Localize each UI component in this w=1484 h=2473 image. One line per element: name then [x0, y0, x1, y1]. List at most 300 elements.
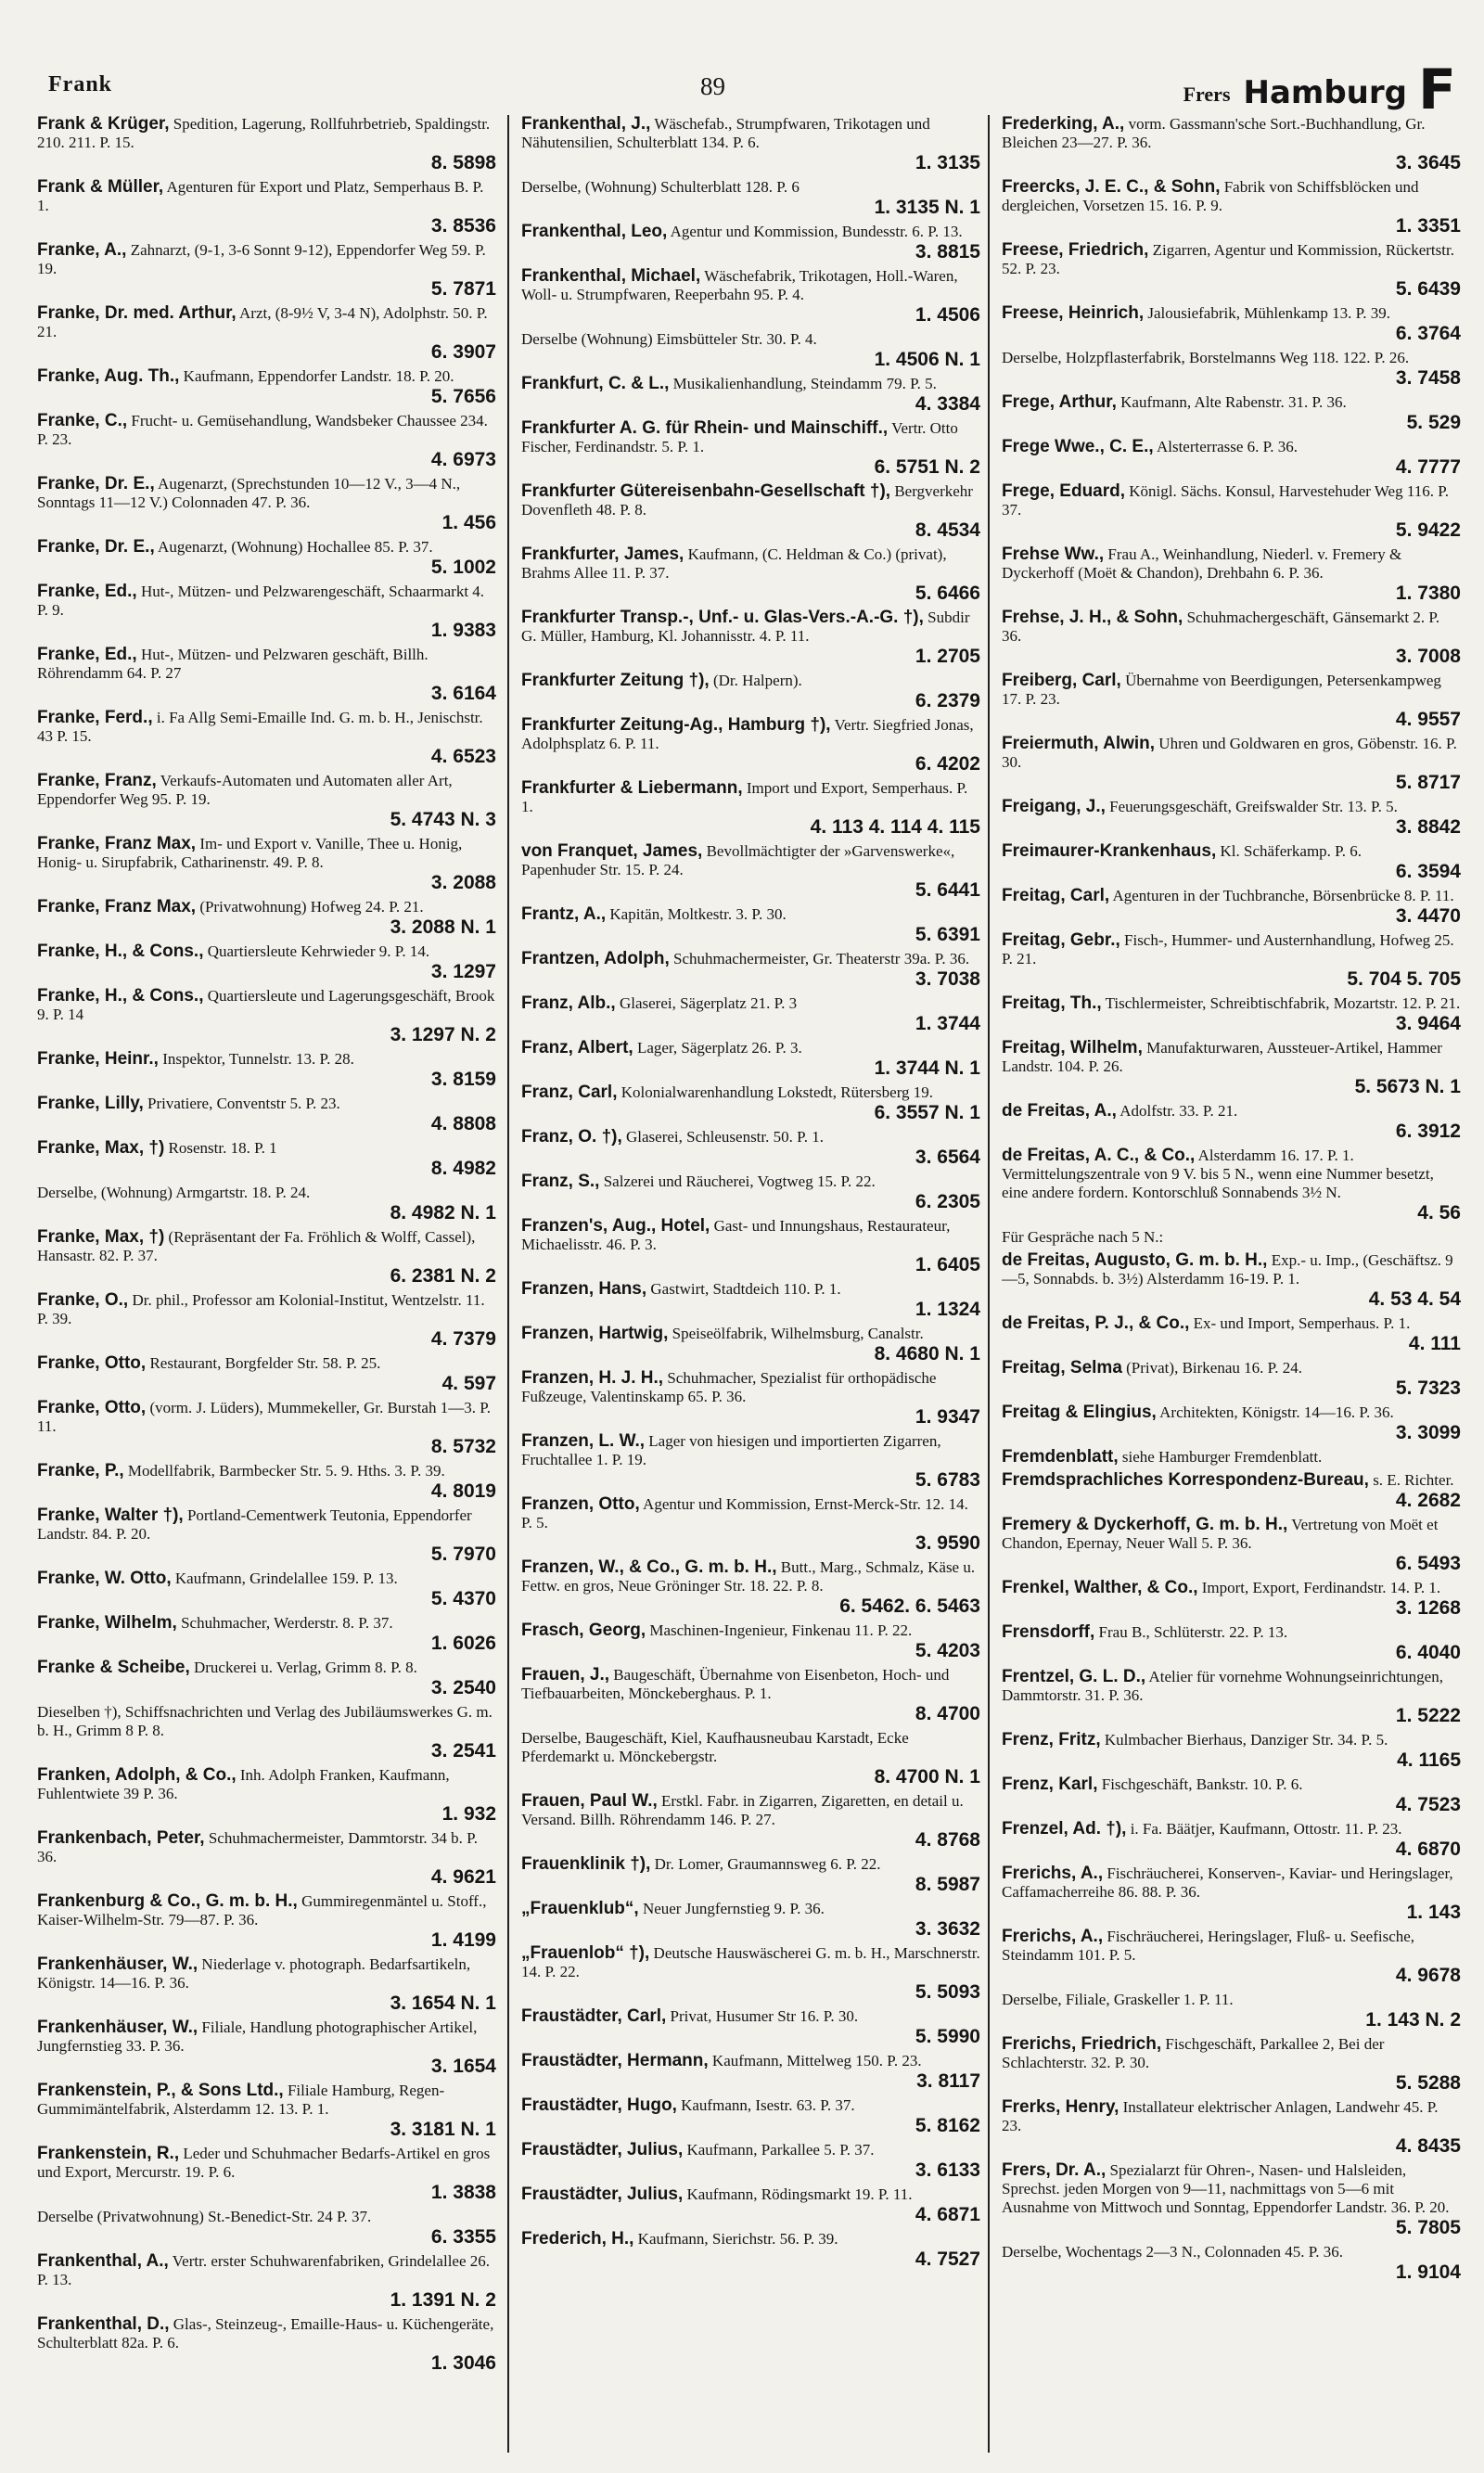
entry-details: Derselbe, (Wohnung) Schulterblatt 128. P. 6 [521, 178, 800, 196]
entry-name: de Freitas, A. C., & Co., [1002, 1146, 1196, 1165]
entry-details: (Privatwohnung) Hofweg 24. P. 21. [199, 898, 424, 916]
directory-entry [37, 1050, 496, 1090]
entry-phone: 4. 3384 [915, 393, 980, 415]
directory-entry [37, 646, 496, 704]
directory-entry [521, 330, 980, 370]
entry-details: Derselbe, (Wohnung) Armgartstr. 18. P. 24. [37, 1184, 311, 1201]
entry-name: Freercks, J. E. C., & Sohn, [1002, 177, 1221, 197]
entry-phone: 1. 143 N. 2 [1365, 2009, 1461, 2031]
entry-details: Fabrik von Schiffsblöcken und dergleichen, Vorsetzen 15. 16. P. 9. [1002, 178, 1419, 214]
directory-entry [1002, 1668, 1461, 1726]
entry-details: Jalousiefabrik, Mühlenkamp 13. P. 39. [1147, 304, 1390, 322]
entry-name: Frankfurter, James, [521, 545, 684, 564]
entry-details: Fisch-, Hummer- und Austernhandlung, Hofweg 25. P. 21. [1002, 931, 1454, 967]
directory-entry [521, 842, 980, 901]
entry-name: Frauen, J., [521, 1665, 610, 1685]
entry-phone: 3. 3181 N. 1 [390, 2119, 496, 2140]
entry-phone: 1. 143 [1406, 1902, 1461, 1923]
entry-details: Fischgeschäft, Bankstr. 10. P. 6. [1101, 1775, 1303, 1793]
entry-name: Freimaurer-Krankenhaus, [1002, 841, 1217, 861]
directory-entry [37, 367, 496, 407]
entry-details: Speiseölfabrik, Wilhelmsburg, Canalstr. [672, 1325, 924, 1342]
entry-phone: 8. 5898 [430, 152, 496, 173]
entry-name: Franke, Otto, [37, 1398, 147, 1417]
entry-phone: 1. 9383 [430, 620, 496, 641]
entry-phone: 1. 3135 [915, 152, 980, 173]
entry-name: Fremery & Dyckerhoff, G. m. b. H., [1002, 1515, 1288, 1534]
entry-name: Fraustädter, Julius, [521, 2185, 684, 2204]
entry-phone: 3. 8536 [430, 215, 496, 237]
entry-details: Exp.- u. Imp., (Geschäftsz. 9—5, Sonnabds. b. 3½) Alsterdamm 16-19. P. 1. [1002, 1251, 1453, 1288]
entry-details: i. Fa Allg Semi-Emaille Ind. G. m. b. H., Jenischstr. 43 P. 15. [37, 709, 483, 745]
entry-name: Frers, Dr. A., [1002, 2160, 1107, 2180]
directory-entry [521, 609, 980, 667]
entry-details: Schuhmachergeschäft, Gänsemarkt 2. P. 36. [1002, 609, 1440, 645]
directory-entry [1002, 1228, 1461, 1247]
entry-details: Verkaufs-Automaten und Automaten aller Art, Eppendorfer Weg 95. P. 19. [37, 772, 453, 808]
entry-details: Derselbe (Privatwohnung) St.-Benedict-Str. 24 P. 37. [37, 2208, 372, 2225]
directory-entry [1002, 1820, 1461, 1860]
entry-details: Erstkl. Fabr. in Zigarren, Zigaretten, en detail u. Versand. Billh. Röhrendamm 146. P. 27. [521, 1792, 964, 1828]
entry-name: Frankenbach, Peter, [37, 1828, 205, 1848]
entry-details: Rosenstr. 18. P. 1 [168, 1139, 277, 1157]
entry-name: Franzen, W., & Co., G. m. b. H., [521, 1557, 777, 1577]
entry-name: Fraustädter, Julius, [521, 2140, 684, 2159]
entry-name: Frenz, Fritz, [1002, 1730, 1101, 1749]
entry-phone: 8. 4982 [430, 1158, 496, 1179]
entry-name: Franke, W. Otto, [37, 1569, 172, 1588]
entry-details: Im- und Export v. Vanille, Thee u. Honig, Honig- u. Sirupfabrik, Catharinenstr. 49. P. 8. [37, 835, 463, 871]
entry-phone: 4. 1165 [1397, 1749, 1461, 1771]
entry-details: Kapitän, Moltkestr. 3. P. 30. [609, 905, 787, 923]
entry-phone: 1. 6026 [430, 1633, 496, 1654]
directory-entry [1002, 1448, 1461, 1467]
directory-entry [521, 1172, 980, 1212]
entry-name: Franke, Dr. med. Arthur, [37, 303, 237, 323]
directory-entry [521, 2230, 980, 2270]
directory-entry [37, 1829, 496, 1888]
entry-name: Fraustädter, Hermann, [521, 2051, 709, 2070]
entry-details: s. E. Richter. [1373, 1471, 1454, 1489]
directory-entry [37, 538, 496, 578]
entry-name: Frank & Krüger, [37, 115, 170, 134]
entry-phone: 4. 2682 [1395, 1490, 1461, 1511]
entry-details: Hut-, Mützen- und Pelzwaren geschäft, Billh. Röhrendamm 64. P. 27 [37, 646, 429, 682]
entry-name: Frege Wwe., C. E., [1002, 437, 1154, 456]
entry-phone: 5. 1002 [430, 557, 496, 578]
directory-entry [521, 1325, 980, 1365]
entry-name: Freitag, Th., [1002, 993, 1102, 1013]
entry-name: Frege, Arthur, [1002, 392, 1117, 412]
entry-details: Maschinen-Ingenieur, Finkenau 11. P. 22. [649, 1621, 913, 1639]
entry-name: Frankfurter Transp.-, Unf.- u. Glas-Vers.-A.-G. †), [521, 608, 924, 627]
entry-name: Frankfurt, C. & L., [521, 374, 670, 393]
entry-details: Filiale Hamburg, Regen-Gummimäntelfabrik, Alsterdamm 12. 13. P. 1. [37, 2082, 445, 2118]
entry-name: Franz, Carl, [521, 1083, 618, 1102]
entry-details: Restaurant, Borgfelder Str. 58. P. 25. [149, 1354, 381, 1372]
entry-phone: 5. 8162 [915, 2115, 980, 2136]
directory-entry [1002, 1516, 1461, 1574]
entry-details: Bergverkehr Dovenfleth 48. P. 8. [521, 482, 973, 519]
entry-name: Franke & Scheibe, [37, 1658, 190, 1677]
entry-details: Butt., Marg., Schmalz, Käse u. Fettw. en gros, Neue Gröninger Str. 18. 22. P. 8. [521, 1558, 976, 1595]
entry-details: Alsterdamm 16. 17. P. 1. Vermittelungszentrale von 9 V. bis 5 N., wenn eine Nummer besetzt, eine andere fordern. Kontorschluß Sonnabends 3½ N. [1002, 1147, 1434, 1201]
entry-phone: 3. 6564 [915, 1147, 980, 1168]
directory-entry [521, 1944, 980, 2003]
entry-phone: 5. 6441 [915, 879, 980, 901]
entry-name: Franke, C., [37, 411, 128, 430]
directory-entry [521, 267, 980, 326]
directory-entry [37, 1892, 496, 1951]
entry-phone: 1. 4506 N. 1 [874, 349, 980, 370]
entry-name: Franzen's, Aug., Hotel, [521, 1216, 710, 1236]
directory-entry [1002, 2098, 1461, 2157]
entry-name: Frederich, H., [521, 2229, 634, 2249]
entry-name: Freese, Friedrich, [1002, 240, 1149, 260]
entry-phone: 4. 597 [441, 1373, 496, 1394]
entry-details: Kaufmann, Parkallee 5. P. 37. [686, 2141, 875, 2159]
entry-details: Derselbe (Wohnung) Eimsbütteler Str. 30. P. 4. [521, 330, 817, 348]
entry-name: Frankenthal, Michael, [521, 266, 701, 286]
directory-entry [1002, 1471, 1461, 1511]
entry-details: Augenarzt, (Wohnung) Hochallee 85. P. 37. [158, 538, 433, 556]
entry-details: Wäschefabrik, Trikotagen, Holl.-Waren, Woll- u. Strumpfwaren, Reeperbahn 95. P. 4. [521, 267, 958, 303]
directory-entry [521, 1729, 980, 1787]
entry-name: Franke, Dr. E., [37, 537, 155, 557]
entry-phone: 1. 3351 [1395, 215, 1461, 237]
page-header [37, 56, 1456, 121]
entry-name: Frankenthal, Leo, [521, 222, 668, 241]
entry-phone: 4. 7777 [1395, 456, 1461, 478]
entry-details: Kolonialwarenhandlung Lokstedt, Rütersberg 19. [620, 1083, 934, 1101]
directory-entry [1002, 115, 1461, 173]
entry-name: Franz, Alb., [521, 993, 616, 1013]
entry-phone: 1. 9347 [915, 1406, 980, 1428]
entry-phone: 4. 56 [1417, 1202, 1461, 1224]
entry-phone: 1. 1324 [915, 1299, 980, 1320]
column-3 [1002, 115, 1461, 2453]
directory-entry [521, 994, 980, 1034]
entry-phone: 4. 8435 [1395, 2135, 1461, 2157]
directory-entry [1002, 438, 1461, 478]
directory-entry [37, 2315, 496, 2374]
entry-details: Kulmbacher Bierhaus, Danziger Str. 34. P. 5. [1104, 1731, 1388, 1749]
entry-name: Frankfurter & Liebermann, [521, 778, 743, 798]
entry-phone: 3. 3645 [1395, 152, 1461, 173]
entry-phone: 4. 6870 [1395, 1839, 1461, 1860]
entry-name: de Freitas, P. J., & Co., [1002, 1313, 1190, 1333]
directory-entry [521, 905, 980, 945]
directory-entry [521, 1432, 980, 1491]
entry-name: Frentzel, G. L. D., [1002, 1667, 1146, 1686]
entry-phone: 4. 9621 [430, 1866, 496, 1888]
entry-phone: 1. 4199 [430, 1929, 496, 1951]
entry-details: Subdir G. Müller, Hamburg, Kl. Johannisstr. 4. P. 11. [521, 609, 970, 645]
entry-phone: 6. 2381 N. 2 [390, 1265, 496, 1287]
entry-name: Frankfurter Gütereisenbahn-Gesellschaft †), [521, 481, 891, 501]
entry-name: Frank & Müller, [37, 177, 164, 197]
entry-phone: 3. 2088 [430, 872, 496, 893]
entry-details: Manufakturwaren, Aussteuer-Artikel, Hammer Landstr. 104. P. 26. [1002, 1039, 1442, 1075]
entry-name: Frerichs, A., [1002, 1864, 1104, 1883]
entry-details: (Dr. Halpern). [712, 672, 802, 689]
directory-entry [521, 375, 980, 415]
directory-entry [37, 1095, 496, 1134]
entry-phone: 4. 9557 [1395, 709, 1461, 730]
directory-entry [521, 950, 980, 990]
entry-name: „Frauenklub“, [521, 1899, 639, 1918]
entry-details: Arzt, (8-9½ V, 3-4 N), Adolphstr. 50. P. 21. [37, 304, 488, 340]
entry-details: Spezialarzt für Ohren-, Nasen- und Halsleiden, Sprechst. jeden Morgen von 9—11, nachmittags von 5—6 mit Ausnahme von Mittwoch und Sonntag, Eppendorfer Landstr. 36. P. 20. [1002, 2161, 1450, 2216]
entry-name: Franken, Adolph, & Co., [37, 1765, 237, 1785]
entry-details: Glas-, Steinzeug-, Emaille-Haus- u. Küchengeräte, Schulterblatt 82a. P. 6. [37, 2315, 494, 2351]
entry-phone: 5. 9422 [1395, 519, 1461, 541]
entry-name: Freiberg, Carl, [1002, 671, 1121, 690]
directory-entry [37, 835, 496, 893]
entry-details: Spedition, Lagerung, Rollfuhrbetrieb, Spaldingstr. 210. 211. P. 15. [37, 115, 491, 151]
directory-entry [1002, 1251, 1461, 1310]
entry-name: Fraustädter, Carl, [521, 2006, 667, 2026]
entry-phone: 3. 7008 [1395, 646, 1461, 667]
directory-entry [37, 987, 496, 1045]
entry-details: Königl. Sächs. Konsul, Harvestehuder Weg 116. P. 37. [1002, 482, 1450, 519]
directory-entry [1002, 994, 1461, 1034]
directory-entry [37, 1955, 496, 2014]
entry-phone: 4. 113 4. 114 4. 115 [810, 816, 980, 838]
entry-phone: 5. 6466 [915, 583, 980, 604]
entry-name: Franke, Otto, [37, 1353, 147, 1373]
entry-details: Deutsche Hauswäscherei G. m. b. H., Marschnerstr. 14. P. 22. [521, 1944, 980, 1980]
entry-phone: 5. 5288 [1395, 2072, 1461, 2094]
entry-name: Fremdsprachliches Korrespondenz-Bureau, [1002, 1470, 1369, 1490]
entry-phone: 6. 3355 [430, 2226, 496, 2248]
directory-entry [1002, 1102, 1461, 1142]
directory-entry [37, 304, 496, 363]
entry-name: Franke, Franz Max, [37, 897, 197, 916]
entry-phone: 6. 5751 N. 2 [874, 456, 980, 478]
directory-entry [521, 1217, 980, 1275]
entry-name: „Frauenlob“ †), [521, 1943, 650, 1963]
entry-phone: 3. 7458 [1395, 367, 1461, 389]
directory-entry [1002, 349, 1461, 389]
entry-details: Lager, Sägerplatz 26. P. 3. [636, 1039, 802, 1057]
entry-phone: 4. 7379 [430, 1328, 496, 1350]
entry-details: Vertr. erster Schuhwarenfabriken, Grindelallee 26. P. 13. [37, 2252, 491, 2288]
directory-entry [521, 2141, 980, 2181]
entry-details: Adolfstr. 33. P. 21. [1119, 1102, 1238, 1120]
entry-phone: 6. 5493 [1395, 1553, 1461, 1574]
directory-entry [37, 2145, 496, 2203]
entry-details: Agentur und Kommission, Bundesstr. 6. P. 13. [670, 223, 963, 240]
directory-entry [1002, 482, 1461, 541]
entry-details: Dieselben †), Schiffsnachrichten und Verlag des Jubiläumswerkes G. m. b. H., Grimm 8 P. 8. [37, 1703, 493, 1739]
entry-phone: 3. 2541 [430, 1740, 496, 1762]
entry-details: Vertr. Otto Fischer, Ferdinandstr. 5. P. 1. [521, 419, 958, 455]
entry-details: Kaufmann, Mittelweg 150. P. 23. [711, 2052, 922, 2069]
directory-entry [37, 412, 496, 470]
entry-name: Fraustädter, Hugo, [521, 2095, 677, 2115]
directory-entry [521, 2096, 980, 2136]
directory-entry [37, 1570, 496, 1609]
directory-entry [1002, 609, 1461, 667]
directory-entry [1002, 798, 1461, 838]
entry-name: Franzen, H. J. H., [521, 1368, 664, 1388]
entry-phone: 1. 5222 [1395, 1705, 1461, 1726]
entry-phone: 4. 7523 [1395, 1794, 1461, 1815]
directory-entry [1002, 1731, 1461, 1771]
entry-details: Übernahme von Beerdigungen, Petersenkampweg 17. P. 23. [1002, 672, 1441, 708]
directory-entry [1002, 1403, 1461, 1443]
entry-name: Frerichs, Friedrich, [1002, 2034, 1162, 2054]
directory-entry [521, 1666, 980, 1724]
directory-entry [521, 1495, 980, 1554]
entry-phone: 3. 8117 [916, 2070, 980, 2092]
entry-name: Frantzen, Adolph, [521, 949, 670, 968]
entry-name: Franke, Ed., [37, 582, 137, 601]
entry-name: Franke, Dr. E., [37, 474, 155, 493]
entry-details: Kaufmann, Rödingsmarkt 19. P. 11. [686, 2185, 913, 2203]
entry-details: Uhren und Goldwaren en gros, Göbenstr. 16. P. 30. [1002, 735, 1457, 771]
directory-entry [37, 1614, 496, 1654]
directory-entry [37, 1228, 496, 1287]
directory-entry [1002, 178, 1461, 237]
entry-name: Frerks, Henry, [1002, 2097, 1119, 2117]
directory-entry [37, 583, 496, 641]
entry-phone: 8. 4982 N. 1 [390, 1202, 496, 1224]
entry-name: de Freitas, A., [1002, 1101, 1117, 1121]
entry-name: Franke, Franz, [37, 771, 157, 790]
entry-name: Frankenhäuser, W., [37, 2018, 198, 2037]
entry-name: Franz, Albert, [521, 1038, 633, 1057]
directory-entry [1002, 2161, 1461, 2238]
entry-details: Kaufmann, Alte Rabenstr. 31. P. 36. [1120, 393, 1347, 411]
entry-phone: 3. 8842 [1395, 816, 1461, 838]
entry-name: Franke, A., [37, 240, 127, 260]
entry-phone: 6. 4202 [915, 753, 980, 775]
entry-name: Franzen, Hans, [521, 1279, 647, 1299]
entry-details: Privat, Husumer Str 16. P. 30. [670, 2007, 859, 2025]
directory-entry [521, 545, 980, 604]
entry-details: Schuhmachermeister, Dammtorstr. 34 b. P. 36. [37, 1829, 478, 1865]
entry-name: Franke, O., [37, 1290, 129, 1310]
directory-entry [1002, 931, 1461, 990]
directory-entry [521, 178, 980, 218]
entry-details: Inspektor, Tunnelstr. 13. P. 28. [162, 1050, 354, 1068]
entry-phone: 3. 2540 [430, 1677, 496, 1698]
entry-details: Inh. Adolph Franken, Kaufmann, Fuhlentwiete 39 P. 36. [37, 1766, 450, 1802]
entry-name: Frantz, A., [521, 904, 607, 924]
entry-details: Dr. phil., Professor am Kolonial-Institut, Wentzelstr. 11. P. 39. [37, 1291, 485, 1327]
directory-entry [521, 115, 980, 173]
entry-phone: 4. 8768 [915, 1829, 980, 1851]
directory-entry [37, 772, 496, 830]
directory-entry [1002, 1314, 1461, 1354]
entry-phone: 6. 4040 [1395, 1642, 1461, 1663]
column-divider [988, 115, 990, 2453]
entry-phone: 8. 5732 [430, 1436, 496, 1457]
entry-phone: 5. 8717 [1395, 772, 1461, 793]
entry-phone: 5. 5990 [915, 2026, 980, 2047]
entry-name: Frankfurter A. G. für Rhein- und Mainschiff., [521, 418, 889, 438]
entry-details: Derselbe, Baugeschäft, Kiel, Kaufhausneubau Karstadt, Ecke Pferdemarkt u. Mönckebergstr. [521, 1729, 909, 1765]
entry-details: siehe Hamburger Fremdenblatt. [1121, 1448, 1323, 1466]
directory-entry [37, 1506, 496, 1565]
directory-entry [521, 2185, 980, 2225]
directory-entry [521, 716, 980, 775]
entry-phone: 6. 3557 N. 1 [874, 1102, 980, 1123]
entry-details: Glaserei, Schleusenstr. 50. P. 1. [626, 1128, 824, 1146]
entry-details: Kl. Schäferkamp. P. 6. [1220, 842, 1362, 860]
entry-phone: 8. 4680 N. 1 [874, 1343, 980, 1365]
entry-details: Wäschefab., Strumpfwaren, Trikotagen und Nähutensilien, Schulterblatt 134. P. 6. [521, 115, 930, 151]
directory-entry [37, 1399, 496, 1457]
entry-details: Schuhmachermeister, Gr. Theaterstr 39a. P. 36. [672, 950, 970, 967]
directory-entry [521, 1900, 980, 1940]
entry-phone: 8. 5987 [915, 1874, 980, 1895]
entry-name: Franke, Ferd., [37, 708, 153, 727]
entry-name: Franke, H., & Cons., [37, 986, 204, 1006]
entry-phone: 1. 3744 [915, 1013, 980, 1034]
entry-name: Frauenklinik †), [521, 1854, 651, 1874]
entry-phone: 1. 2705 [915, 646, 980, 667]
directory-entry [1002, 887, 1461, 927]
entry-details: Leder und Schuhmacher Bedarfs-Artikel en gros und Export, Mercurstr. 19. P. 6. [37, 2145, 491, 2181]
entry-name: Frankenstein, P., & Sons Ltd., [37, 2081, 284, 2100]
entry-details: Vertretung von Moët et Chandon, Epernay, Neuer Wall 5. P. 36. [1002, 1516, 1439, 1552]
directory-entry [521, 1792, 980, 1851]
entry-details: Hut-, Mützen- und Pelzwarengeschäft, Schaarmarkt 4. P. 9. [37, 583, 485, 619]
entry-details: Zahnarzt, (9-1, 3-6 Sonnt 9-12), Eppendorfer Weg 59. P. 19. [37, 241, 486, 277]
running-head-left: Frank [48, 72, 113, 96]
entry-name: Freitag, Carl, [1002, 886, 1110, 905]
entry-phone: 1. 456 [441, 512, 496, 533]
entry-name: von Franquet, James, [521, 841, 703, 861]
entry-phone: 3. 1297 [430, 961, 496, 982]
entry-name: Franke, Max, †) [37, 1138, 165, 1158]
entry-phone: 3. 1654 N. 1 [390, 1992, 496, 2014]
entry-details: Gastwirt, Stadtdeich 110. P. 1. [650, 1280, 841, 1298]
entry-name: Freitag, Gebr., [1002, 930, 1120, 950]
directory-entry [37, 1462, 496, 1502]
directory-entry [521, 223, 980, 263]
entry-details: (vorm. J. Lüders), Mummekeller, Gr. Burstah 1—3. P. 11. [37, 1399, 492, 1435]
directory-entry [37, 2082, 496, 2140]
entry-phone: 5. 7323 [1395, 1377, 1461, 1399]
directory-entry [521, 1128, 980, 1168]
column-1 [37, 115, 496, 2453]
entry-name: Frehse, J. H., & Sohn, [1002, 608, 1183, 627]
entry-name: Franz, S., [521, 1172, 600, 1191]
directory-entry [521, 672, 980, 711]
entry-details: Import, Export, Ferdinandstr. 14. P. 1. [1201, 1579, 1441, 1596]
entry-details: Kaufmann, Grindelallee 159. P. 13. [174, 1570, 398, 1587]
entry-name: Franke, Lilly, [37, 1094, 144, 1113]
entry-details: Alsterterrasse 6. P. 36. [1156, 438, 1298, 455]
entry-details: vorm. Gassmann'sche Sort.-Buchhandlung, Gr. Bleichen 23—27. P. 36. [1002, 115, 1426, 151]
directory-entry [37, 942, 496, 982]
entry-phone: 4. 8808 [430, 1113, 496, 1134]
entry-details: Gummiregenmäntel u. Stoff., Kaiser-Wilhelm-Str. 79—87. P. 36. [37, 1892, 487, 1928]
directory-entry [37, 2018, 496, 2077]
entry-phone: 6. 5462. 6. 5463 [839, 1595, 980, 1617]
entry-name: Freiermuth, Alwin, [1002, 734, 1156, 753]
directory-entry [37, 709, 496, 767]
entry-details: Kaufmann, Eppendorfer Landstr. 18. P. 20. [183, 367, 454, 385]
entry-phone: 8. 4700 [915, 1703, 980, 1724]
entry-name: Franzen, L. W., [521, 1431, 646, 1451]
entry-phone: 3. 1268 [1395, 1597, 1461, 1619]
directory-entry [521, 1369, 980, 1428]
